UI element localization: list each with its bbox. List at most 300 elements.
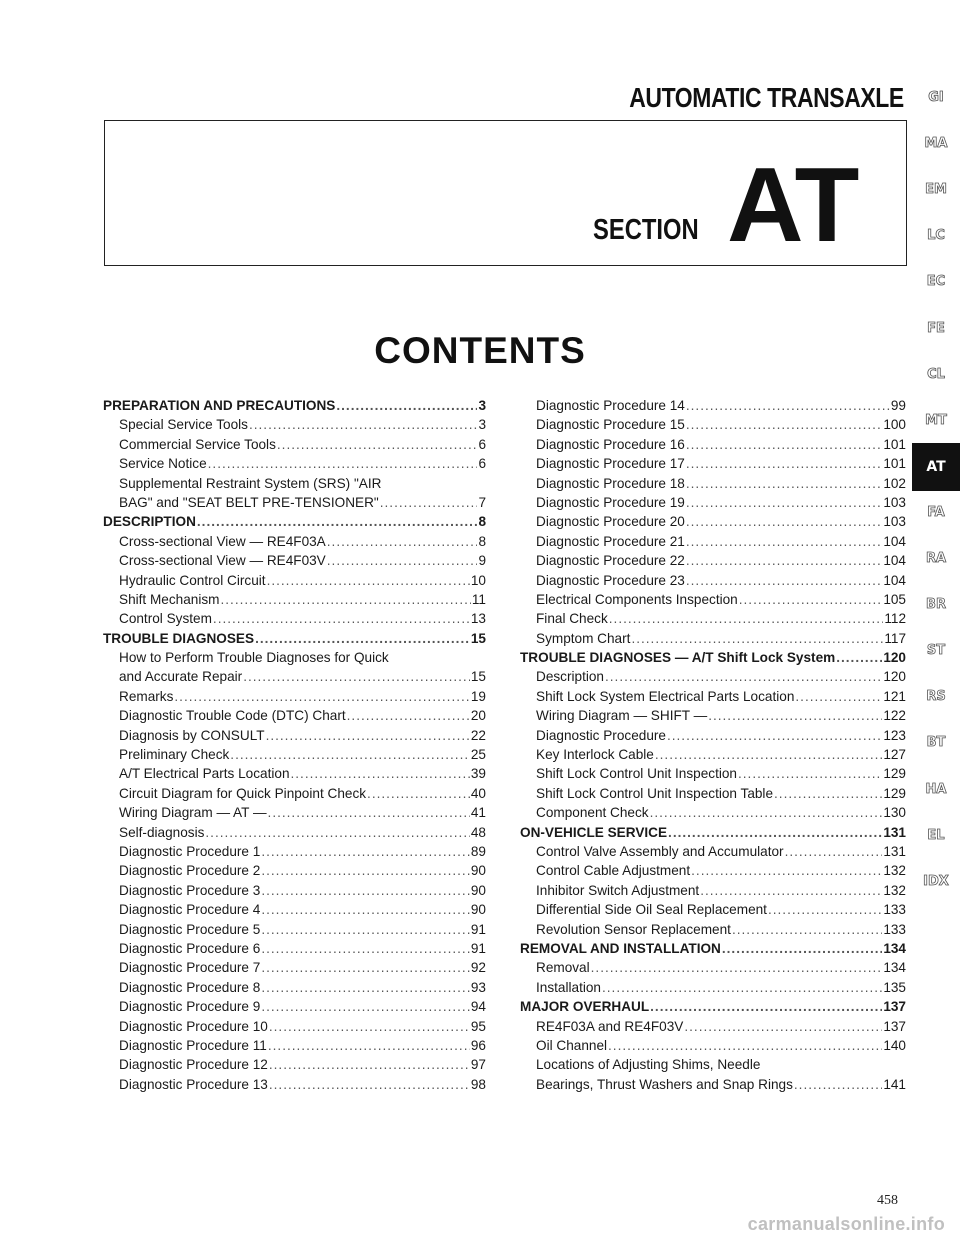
toc-entry-page: 103: [883, 514, 906, 530]
toc-entry[interactable]: [520, 415, 906, 434]
toc-entry[interactable]: [103, 861, 486, 880]
toc-entry[interactable]: [103, 920, 486, 939]
toc-entry[interactable]: [520, 1036, 906, 1055]
toc-leader-dots: [686, 551, 882, 570]
toc-entry-page: 117: [884, 630, 906, 646]
section-tab-cl[interactable]: CL: [927, 366, 945, 382]
toc-section-entry[interactable]: [520, 823, 906, 842]
toc-leader-dots: [684, 1017, 882, 1036]
toc-entry-title: TROUBLE DIAGNOSES — A/T Shift Lock System: [520, 650, 836, 666]
toc-leader-dots: [267, 571, 470, 590]
toc-leader-dots: [269, 1075, 470, 1094]
toc-entry-page: 140: [883, 1037, 906, 1053]
toc-entry[interactable]: [103, 551, 486, 570]
toc-entry-page: 90: [470, 902, 486, 918]
toc-entry-title: Cross-sectional View — RE4F03V: [119, 553, 326, 569]
page-number: 458: [877, 1193, 898, 1208]
toc-leader-dots: [266, 726, 470, 745]
toc-entry-title: Diagnostic Procedure 7: [119, 960, 261, 976]
toc-entry[interactable]: [520, 1055, 906, 1074]
toc-entry-page: 137: [883, 999, 906, 1015]
toc-entry-title: Differential Side Oil Seal Replacement: [536, 902, 767, 918]
toc-leader-dots: [327, 532, 478, 551]
toc-entry-page: 134: [883, 960, 906, 976]
toc-entry[interactable]: [103, 667, 486, 686]
toc-entry-page: 101: [883, 456, 906, 472]
section-tab-ma[interactable]: MA: [924, 136, 948, 152]
toc-entry-page: 96: [470, 1037, 486, 1053]
toc-entry-title: Diagnosis by CONSULT: [119, 727, 265, 743]
toc-entry-page: 99: [890, 398, 906, 413]
toc-entry-page: 48: [470, 824, 486, 840]
toc-entry[interactable]: [103, 939, 486, 958]
toc-entry[interactable]: [520, 803, 906, 822]
toc-entry-title: Diagnostic Procedure 2: [119, 863, 261, 879]
toc-entry[interactable]: [520, 435, 906, 454]
toc-leader-dots: [591, 958, 883, 977]
toc-entry-title: Hydraulic Control Circuit: [119, 572, 266, 588]
toc-entry[interactable]: [103, 764, 486, 783]
toc-entry[interactable]: [520, 764, 906, 783]
toc-leader-dots: [174, 687, 469, 706]
toc-entry[interactable]: [520, 842, 906, 861]
toc-entry-title: RE4F03A and RE4F03V: [536, 1018, 684, 1034]
toc-leader-dots: [686, 512, 882, 531]
toc-leader-dots: [686, 396, 890, 415]
toc-entry-title: Shift Lock Control Unit Inspection: [536, 766, 737, 782]
toc-entry[interactable]: [520, 687, 906, 706]
toc-entry-title: Symptom Chart: [536, 630, 631, 646]
toc-leader-dots: [261, 997, 470, 1016]
toc-entry[interactable]: [520, 958, 906, 977]
toc-leader-dots: [768, 900, 882, 919]
toc-entry[interactable]: [520, 454, 906, 473]
toc-entry-title: Commercial Service Tools: [119, 436, 276, 452]
toc-entry-page: 93: [470, 979, 486, 995]
toc-entry-title: Remarks: [119, 688, 174, 704]
toc-entry-title: Diagnostic Procedure 6: [119, 940, 261, 956]
toc-entry-page: 132: [883, 863, 906, 879]
toc-entry-title: Diagnostic Procedure 16: [536, 436, 685, 452]
toc-leader-dots: [631, 629, 883, 648]
toc-entry-page: 134: [883, 940, 906, 956]
toc-entry-title: and Accurate Repair: [119, 669, 243, 685]
toc-entry-title: Shift Lock Control Unit Inspection Table: [536, 785, 774, 801]
toc-leader-dots: [686, 474, 882, 493]
toc-leader-dots: [686, 532, 882, 551]
toc-entry-page: 131: [883, 824, 906, 840]
toc-entry-page: 98: [470, 1076, 486, 1092]
toc-entry[interactable]: [520, 706, 906, 725]
toc-leader-dots: [738, 764, 882, 783]
toc-entry[interactable]: [520, 532, 906, 551]
toc-leader-dots: [230, 745, 470, 764]
toc-entry[interactable]: [520, 667, 906, 686]
toc-entry-page: 120: [883, 650, 906, 666]
toc-entry[interactable]: [103, 415, 486, 434]
toc-entry-page: 13: [470, 611, 486, 627]
toc-entry-title: Service Notice: [119, 456, 207, 472]
toc-entry-title: Inhibitor Switch Adjustment: [536, 882, 700, 898]
toc-entry[interactable]: [520, 1075, 906, 1094]
section-tab-at[interactable]: AT: [912, 443, 960, 491]
toc-leader-dots: [650, 803, 883, 822]
toc-entry[interactable]: [103, 706, 486, 725]
toc-entry[interactable]: [520, 474, 906, 493]
toc-entry-page: 89: [470, 843, 486, 859]
toc-entry-page: 90: [470, 882, 486, 898]
toc-entry-title: Locations of Adjusting Shims, Needle: [536, 1057, 761, 1073]
toc-leader-dots: [255, 629, 470, 648]
toc-entry[interactable]: [520, 1017, 906, 1036]
toc-leader-dots: [261, 920, 470, 939]
toc-entry-page: 112: [884, 611, 906, 627]
toc-leader-dots: [732, 920, 882, 939]
toc-entry[interactable]: [520, 512, 906, 531]
toc-entry[interactable]: [103, 1055, 486, 1074]
toc-leader-dots: [708, 706, 882, 725]
toc-leader-dots: [667, 726, 882, 745]
toc-entry-page: 129: [883, 766, 906, 782]
toc-entry-page: 6: [478, 436, 486, 452]
toc-entry-page: 127: [883, 747, 906, 763]
toc-entry-page: 19: [470, 688, 486, 704]
toc-entry-page: 15: [470, 669, 486, 685]
toc-entry-title: Wiring Diagram — SHIFT —: [536, 708, 708, 724]
toc-entry-title: Revolution Sensor Replacement: [536, 921, 731, 937]
section-tab-ec[interactable]: EC: [926, 274, 946, 290]
toc-entry-page: 120: [883, 669, 906, 685]
toc-entry-page: 121: [883, 688, 906, 704]
toc-right-column: [520, 396, 906, 1094]
toc-entry-title: Bearings, Thrust Washers and Snap Rings: [536, 1076, 793, 1092]
toc-entry[interactable]: [103, 823, 486, 842]
toc-leader-dots: [261, 881, 470, 900]
toc-entry[interactable]: [103, 532, 486, 551]
toc-entry-page: 90: [470, 863, 486, 879]
toc-entry-page: 104: [883, 572, 906, 588]
toc-leader-dots: [197, 512, 478, 531]
toc-entry-page: 92: [470, 960, 486, 976]
section-tab-fe[interactable]: FE: [927, 320, 945, 336]
toc-entry-title: DESCRIPTION: [103, 514, 196, 530]
toc-leader-dots: [774, 784, 882, 803]
toc-entry-page: 141: [883, 1076, 906, 1092]
toc-entry-title: Diagnostic Procedure 22: [536, 553, 685, 569]
section-tab-el[interactable]: EL: [927, 827, 945, 843]
toc-entry-title: Diagnostic Procedure 8: [119, 979, 261, 995]
toc-entry[interactable]: [103, 493, 486, 512]
toc-leader-dots: [608, 1036, 882, 1055]
toc-leader-dots: [655, 745, 882, 764]
toc-entry-title: Diagnostic Procedure 19: [536, 494, 685, 510]
toc-leader-dots: [347, 706, 470, 725]
toc-entry-title: Circuit Diagram for Quick Pinpoint Check: [119, 785, 367, 801]
toc-entry-page: 133: [883, 921, 906, 937]
toc-entry-page: 10: [470, 572, 486, 588]
toc-entry-page: 104: [883, 553, 906, 569]
toc-entry[interactable]: [103, 1036, 486, 1055]
toc-entry-page: 9: [478, 553, 486, 569]
toc-entry-title: Preliminary Check: [119, 747, 230, 763]
toc-entry-page: 101: [883, 436, 906, 452]
toc-entry[interactable]: [103, 978, 486, 997]
toc-entry[interactable]: [520, 784, 906, 803]
toc-leader-dots: [609, 609, 884, 628]
toc-entry[interactable]: [103, 687, 486, 706]
toc-entry-page: 137: [883, 1018, 906, 1034]
toc-entry[interactable]: [103, 648, 486, 667]
toc-entry-title: Description: [536, 669, 604, 685]
section-tab-idx[interactable]: IDX: [923, 873, 949, 889]
toc-entry-page: 20: [470, 708, 486, 724]
toc-leader-dots: [208, 454, 478, 473]
toc-entry[interactable]: [103, 803, 486, 822]
toc-entry[interactable]: [103, 842, 486, 861]
toc-entry-title: MAJOR OVERHAUL: [520, 999, 650, 1015]
toc-entry-page: 3: [478, 417, 486, 433]
toc-entry[interactable]: [103, 784, 486, 803]
toc-section-entry[interactable]: [520, 997, 906, 1016]
toc-entry[interactable]: [520, 590, 906, 609]
toc-entry-page: 8: [478, 533, 486, 549]
toc-entry[interactable]: [520, 609, 906, 628]
toc-entry[interactable]: [103, 745, 486, 764]
toc-entry-page: 133: [883, 902, 906, 918]
toc-entry[interactable]: [520, 978, 906, 997]
toc-entry-title: Diagnostic Procedure 18: [536, 475, 685, 491]
toc-entry[interactable]: [103, 454, 486, 473]
toc-entry-page: 100: [883, 417, 906, 433]
toc-entry-page: 91: [470, 921, 486, 937]
toc-leader-dots: [261, 978, 470, 997]
toc-entry-title: Diagnostic Procedure 10: [119, 1018, 268, 1034]
toc-leader-dots: [268, 1036, 470, 1055]
section-tab-mt[interactable]: MT: [925, 412, 947, 428]
section-code: AT: [727, 146, 859, 264]
toc-entry[interactable]: [103, 997, 486, 1016]
toc-entry[interactable]: [520, 396, 906, 415]
toc-leader-dots: [261, 939, 470, 958]
toc-entry-title: Diagnostic Procedure 12: [119, 1057, 268, 1073]
toc-entry-title: Diagnostic Procedure 17: [536, 456, 685, 472]
section-tab-bt[interactable]: BT: [926, 735, 946, 751]
toc-leader-dots: [261, 842, 470, 861]
toc-entry-title: Oil Channel: [536, 1037, 608, 1053]
toc-entry[interactable]: [520, 920, 906, 939]
toc-leader-dots: [336, 396, 477, 415]
toc-entry-page: 97: [470, 1057, 486, 1073]
toc-entry-title: Installation: [536, 979, 601, 995]
toc-entry-page: 40: [470, 785, 486, 801]
toc-left-column: [103, 396, 486, 1094]
toc-entry-page: 41: [470, 805, 486, 821]
toc-entry-page: 7: [478, 494, 486, 510]
toc-leader-dots: [268, 803, 470, 822]
toc-entry-title: Supplemental Restraint System (SRS) "AIR: [119, 475, 382, 491]
toc-entry-page: 91: [470, 940, 486, 956]
toc-entry-page: 131: [883, 843, 906, 859]
toc-entry[interactable]: [520, 745, 906, 764]
toc-entry-page: 25: [470, 747, 486, 763]
toc-leader-dots: [327, 551, 478, 570]
toc-entry[interactable]: [103, 590, 486, 609]
toc-entry-title: Diagnostic Procedure 20: [536, 514, 685, 530]
toc-section-entry[interactable]: [103, 629, 486, 648]
toc-leader-dots: [261, 958, 470, 977]
watermark: carmanualsonline.info: [747, 1214, 945, 1234]
toc-entry-title: Diagnostic Trouble Code (DTC) Chart: [119, 708, 346, 724]
toc-entry-title: Wiring Diagram — AT —: [119, 805, 267, 821]
toc-section-entry[interactable]: [520, 648, 906, 667]
toc-leader-dots: [261, 861, 470, 880]
toc-entry-title: Component Check: [536, 805, 649, 821]
toc-leader-dots: [700, 881, 882, 900]
toc-entry-page: 123: [883, 727, 906, 743]
contents-heading: CONTENTS: [374, 330, 586, 371]
section-tab-em[interactable]: EM: [925, 182, 947, 198]
toc-leader-dots: [205, 823, 469, 842]
toc-entry-title: Diagnostic Procedure 4: [119, 902, 261, 918]
toc-entry[interactable]: [520, 861, 906, 880]
toc-entry-title: How to Perform Trouble Diagnoses for Quick: [119, 650, 389, 666]
toc-entry-title: Diagnostic Procedure 5: [119, 921, 261, 937]
toc-entry-title: Removal: [536, 960, 590, 976]
toc-entry-title: Diagnostic Procedure 14: [536, 398, 685, 413]
toc-entry[interactable]: [103, 958, 486, 977]
toc-leader-dots: [249, 415, 477, 434]
toc-leader-dots: [367, 784, 470, 803]
toc-entry-page: 104: [883, 533, 906, 549]
toc-entry-page: 105: [883, 591, 906, 607]
toc-leader-dots: [602, 978, 882, 997]
toc-entry-page: 39: [470, 766, 486, 782]
toc-entry-page: 95: [470, 1018, 486, 1034]
toc-entry[interactable]: [103, 1075, 486, 1094]
toc-leader-dots: [668, 823, 882, 842]
toc-entry[interactable]: [103, 900, 486, 919]
toc-entry-title: Diagnostic Procedure 11: [119, 1037, 267, 1053]
toc-entry-title: Shift Lock System Electrical Parts Location: [536, 688, 795, 704]
section-tab-ha[interactable]: HA: [925, 781, 947, 797]
toc-section-entry[interactable]: [520, 939, 906, 958]
toc-entry[interactable]: [103, 474, 486, 493]
toc-leader-dots: [686, 493, 882, 512]
toc-entry-title: Diagnostic Procedure 1: [119, 843, 261, 859]
toc-entry[interactable]: [520, 726, 906, 745]
toc-entry-title: Special Service Tools: [119, 417, 248, 433]
toc-leader-dots: [686, 435, 882, 454]
toc-entry[interactable]: [520, 571, 906, 590]
toc-entry-title: ON-VEHICLE SERVICE: [520, 824, 668, 840]
toc-leader-dots: [795, 687, 882, 706]
toc-leader-dots: [686, 454, 882, 473]
toc-entry[interactable]: [103, 881, 486, 900]
toc-entry-title: Control Valve Assembly and Accumulator: [536, 843, 784, 859]
toc-entry-title: Self-diagnosis: [119, 824, 205, 840]
toc-leader-dots: [243, 667, 470, 686]
toc-leader-dots: [836, 648, 882, 667]
toc-entry[interactable]: [520, 881, 906, 900]
toc-entry-title: TROUBLE DIAGNOSES: [103, 630, 255, 646]
toc-entry-page: 122: [883, 708, 906, 724]
toc-entry-title: A/T Electrical Parts Location: [119, 766, 290, 782]
toc-leader-dots: [605, 667, 882, 686]
toc-entry-title: Control System: [119, 611, 212, 627]
toc-entry-title: Final Check: [536, 611, 608, 627]
toc-entry-title: Diagnostic Procedure: [536, 727, 666, 743]
section-tab-ra[interactable]: RA: [925, 551, 947, 566]
toc-entry-title: Diagnostic Procedure 23: [536, 572, 685, 588]
toc-entry[interactable]: [520, 629, 906, 648]
toc-entry-page: 94: [470, 999, 486, 1015]
toc-entry-title: REMOVAL AND INSTALLATION: [520, 940, 721, 956]
toc-leader-dots: [739, 590, 883, 609]
toc-entry-title: Shift Mechanism: [119, 591, 220, 607]
toc-entry[interactable]: [520, 551, 906, 570]
manual-title: AUTOMATIC TRANSAXLE: [629, 82, 904, 113]
toc-section-entry[interactable]: [103, 512, 486, 531]
toc-entry[interactable]: [520, 900, 906, 919]
toc-entry-title: Diagnostic Procedure 21: [536, 533, 685, 549]
toc-entry-page: 132: [883, 882, 906, 898]
toc-entry-page: 3: [478, 398, 486, 413]
toc-leader-dots: [691, 861, 882, 880]
toc-entry-page: 22: [470, 727, 486, 743]
toc-leader-dots: [261, 900, 470, 919]
section-tab-fa[interactable]: FA: [927, 504, 945, 520]
toc-entry-title: Electrical Components Inspection: [536, 591, 738, 607]
toc-leader-dots: [722, 939, 882, 958]
toc-entry[interactable]: [103, 571, 486, 590]
toc-entry-page: 11: [471, 591, 486, 607]
toc-entry-page: 102: [883, 475, 906, 491]
section-tab-st[interactable]: ST: [926, 643, 946, 659]
toc-section-entry[interactable]: [103, 396, 486, 415]
toc-entry[interactable]: [103, 726, 486, 745]
toc-leader-dots: [650, 997, 882, 1016]
toc-leader-dots: [277, 435, 478, 454]
toc-entry[interactable]: [520, 493, 906, 512]
section-tab-lc[interactable]: LC: [927, 228, 945, 244]
toc-leader-dots: [291, 764, 470, 783]
toc-leader-dots: [794, 1075, 882, 1094]
toc-entry-page: 8: [478, 514, 486, 530]
toc-leader-dots: [213, 609, 470, 628]
toc-leader-dots: [269, 1055, 470, 1074]
toc-entry-page: 103: [883, 494, 906, 510]
section-tab-br[interactable]: BR: [926, 597, 946, 613]
toc-entry[interactable]: [103, 609, 486, 628]
toc-entry-title: Diagnostic Procedure 3: [119, 882, 261, 898]
toc-entry-title: Diagnostic Procedure 9: [119, 999, 261, 1015]
toc-leader-dots: [220, 590, 470, 609]
section-label: SECTION: [593, 214, 699, 246]
toc-entry[interactable]: [103, 435, 486, 454]
toc-leader-dots: [380, 493, 478, 512]
section-tab-gi[interactable]: GI: [928, 90, 944, 105]
toc-entry-title: Diagnostic Procedure 13: [119, 1076, 268, 1092]
toc-entry-title: Key Interlock Cable: [536, 747, 654, 763]
toc-entry-title: Cross-sectional View — RE4F03A: [119, 533, 326, 549]
toc-entry-title: Control Cable Adjustment: [536, 863, 691, 879]
toc-entry-page: 15: [470, 630, 486, 646]
section-tab-rs[interactable]: RS: [926, 689, 946, 705]
toc-entry-page: 135: [883, 979, 906, 995]
toc-entry-page: 129: [883, 785, 906, 801]
toc-entry[interactable]: [103, 1017, 486, 1036]
toc-entry-page: 6: [478, 456, 486, 472]
